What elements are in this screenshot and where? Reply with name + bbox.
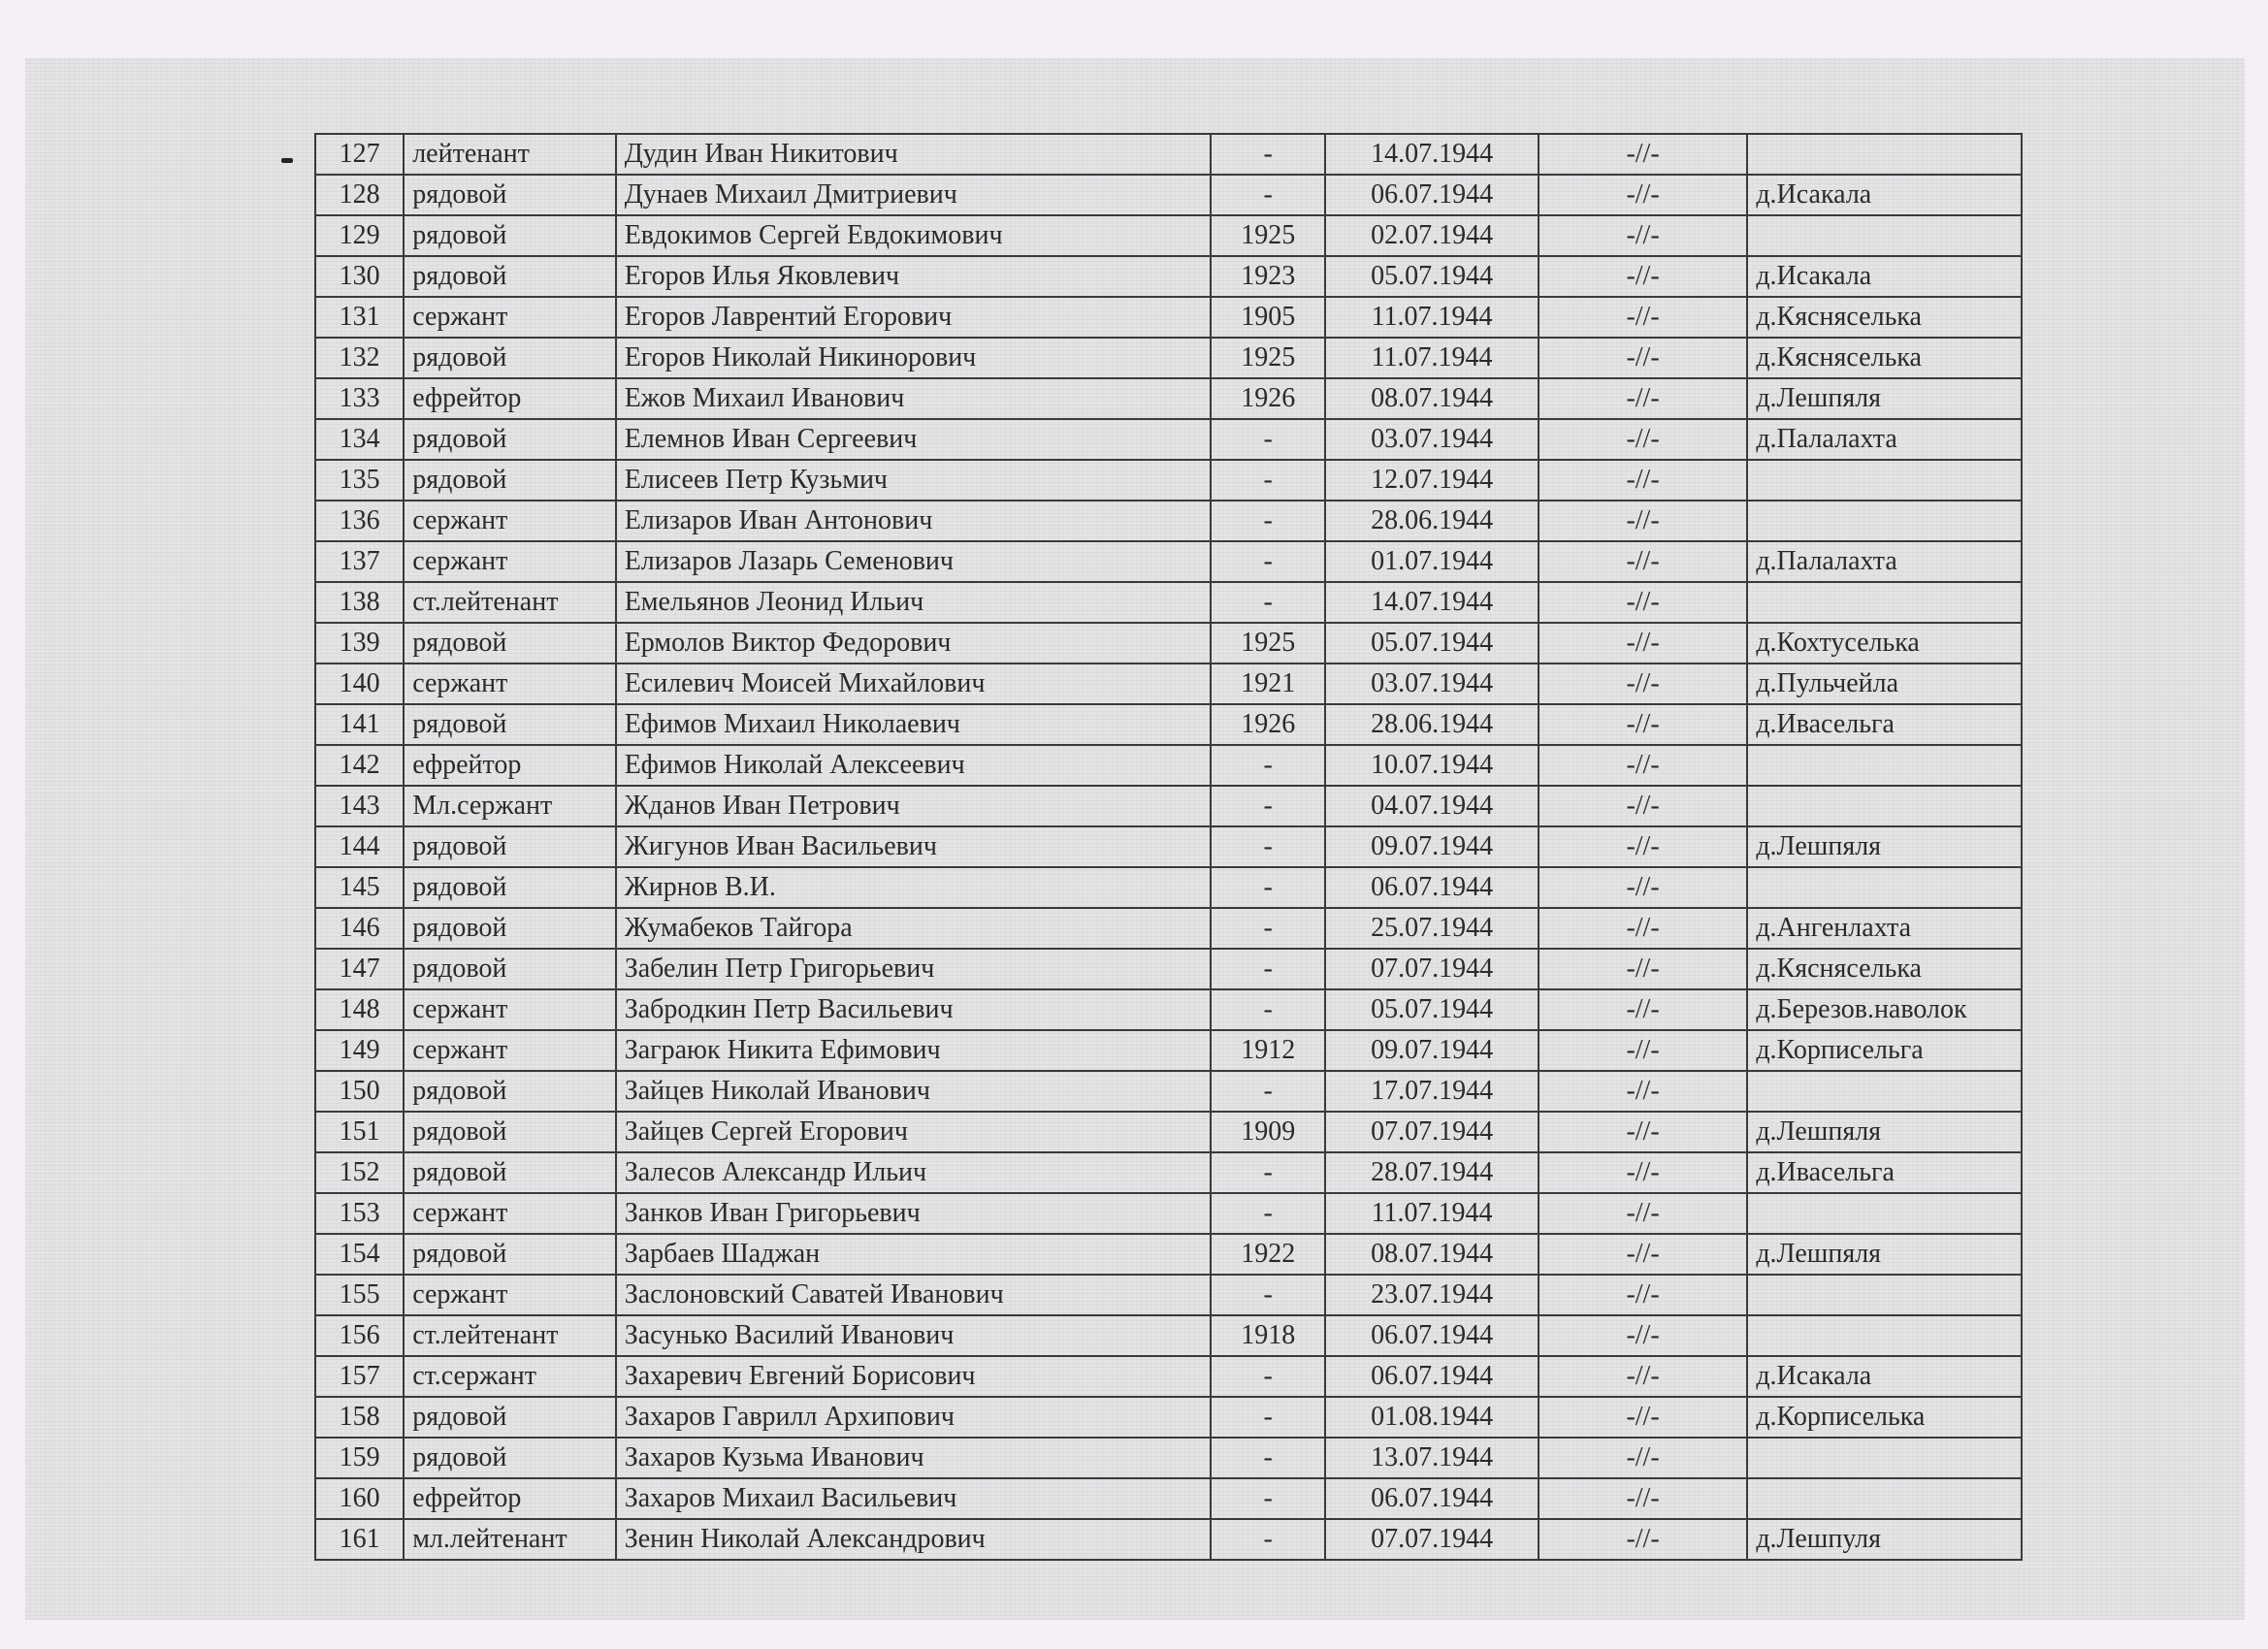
row-number-cell: 146 [315, 908, 404, 949]
full-name-cell: Елизаров Иван Антонович [616, 501, 1211, 541]
table-row [315, 1315, 2022, 1356]
table-row [315, 1438, 2022, 1478]
date-cell: 08.07.1944 [1325, 1234, 1538, 1275]
ditto-mark-cell: -//- [1539, 1519, 1747, 1560]
row-number-cell: 153 [315, 1193, 404, 1234]
ditto-mark-cell: -//- [1539, 949, 1747, 989]
row-number-cell: 159 [315, 1438, 404, 1478]
full-name-cell: Захаров Гаврилл Архипович [616, 1397, 1211, 1438]
date-cell: 10.07.1944 [1325, 745, 1538, 786]
table-row [315, 1112, 2022, 1152]
rank-cell: рядовой [404, 175, 615, 215]
ditto-mark-cell: -//- [1539, 501, 1747, 541]
row-number-cell: 134 [315, 419, 404, 460]
rank-cell: рядовой [404, 419, 615, 460]
ditto-mark-cell: -//- [1539, 215, 1747, 256]
rank-cell: ефрейтор [404, 1478, 615, 1519]
table-row [315, 338, 2022, 378]
rank-cell: ефрейтор [404, 378, 615, 419]
table-row [315, 704, 2022, 745]
birth-year-cell: 1921 [1211, 663, 1325, 704]
full-name-cell: Дунаев Михаил Дмитриевич [616, 175, 1211, 215]
row-number-cell: 140 [315, 663, 404, 704]
burial-place-cell: д.Корписелька [1747, 1397, 2022, 1438]
burial-place-cell: д.Лешпяля [1747, 1234, 2022, 1275]
table-row [315, 460, 2022, 501]
burial-place-cell: д.Кясняселька [1747, 338, 2022, 378]
birth-year-cell: - [1211, 1438, 1325, 1478]
date-cell: 25.07.1944 [1325, 908, 1538, 949]
row-number-cell: 151 [315, 1112, 404, 1152]
row-number-cell: 137 [315, 541, 404, 582]
rank-cell: мл.лейтенант [404, 1519, 615, 1560]
rank-cell: рядовой [404, 1397, 615, 1438]
ditto-mark-cell: -//- [1539, 1112, 1747, 1152]
full-name-cell: Елемнов Иван Сергеевич [616, 419, 1211, 460]
burial-place-cell [1747, 1438, 2022, 1478]
table-row [315, 908, 2022, 949]
full-name-cell: Ефимов Михаил Николаевич [616, 704, 1211, 745]
row-number-cell: 148 [315, 989, 404, 1030]
rank-cell: ст.лейтенант [404, 1315, 615, 1356]
row-number-cell: 161 [315, 1519, 404, 1560]
full-name-cell: Дудин Иван Никитович [616, 134, 1211, 175]
row-number-cell: 149 [315, 1030, 404, 1071]
date-cell: 07.07.1944 [1325, 949, 1538, 989]
date-cell: 14.07.1944 [1325, 134, 1538, 175]
row-number-cell: 130 [315, 256, 404, 297]
birth-year-cell: - [1211, 501, 1325, 541]
rank-cell: сержант [404, 297, 615, 338]
full-name-cell: Егоров Лаврентий Егорович [616, 297, 1211, 338]
burial-place-cell: д.Лешпяля [1747, 378, 2022, 419]
date-cell: 23.07.1944 [1325, 1275, 1538, 1315]
ditto-mark-cell: -//- [1539, 745, 1747, 786]
row-number-cell: 132 [315, 338, 404, 378]
date-cell: 12.07.1944 [1325, 460, 1538, 501]
date-cell: 06.07.1944 [1325, 175, 1538, 215]
rank-cell: рядовой [404, 1071, 615, 1112]
burial-place-cell [1747, 1275, 2022, 1315]
table-row [315, 663, 2022, 704]
ditto-mark-cell: -//- [1539, 1315, 1747, 1356]
row-number-cell: 154 [315, 1234, 404, 1275]
birth-year-cell: 1925 [1211, 215, 1325, 256]
table-row [315, 256, 2022, 297]
full-name-cell: Жумабеков Тайгора [616, 908, 1211, 949]
birth-year-cell: - [1211, 786, 1325, 826]
table-row [315, 1275, 2022, 1315]
table-row [315, 215, 2022, 256]
burial-place-cell: д.Ивасельга [1747, 1152, 2022, 1193]
rank-cell: рядовой [404, 338, 615, 378]
full-name-cell: Забродкин Петр Васильевич [616, 989, 1211, 1030]
burial-place-cell: д.Пульчейла [1747, 663, 2022, 704]
table-row [315, 378, 2022, 419]
full-name-cell: Ермолов Виктор Федорович [616, 623, 1211, 663]
birth-year-cell: 1926 [1211, 704, 1325, 745]
rank-cell: рядовой [404, 460, 615, 501]
date-cell: 04.07.1944 [1325, 786, 1538, 826]
date-cell: 03.07.1944 [1325, 419, 1538, 460]
full-name-cell: Занков Иван Григорьевич [616, 1193, 1211, 1234]
birth-year-cell: 1925 [1211, 623, 1325, 663]
rank-cell: рядовой [404, 256, 615, 297]
rank-cell: рядовой [404, 1112, 615, 1152]
row-number-cell: 127 [315, 134, 404, 175]
date-cell: 08.07.1944 [1325, 378, 1538, 419]
row-number-cell: 145 [315, 867, 404, 908]
rank-cell: рядовой [404, 704, 615, 745]
row-number-cell: 136 [315, 501, 404, 541]
birth-year-cell: - [1211, 1152, 1325, 1193]
date-cell: 28.06.1944 [1325, 704, 1538, 745]
date-cell: 07.07.1944 [1325, 1519, 1538, 1560]
full-name-cell: Засунько Василий Иванович [616, 1315, 1211, 1356]
full-name-cell: Егоров Илья Яковлевич [616, 256, 1211, 297]
birth-year-cell: - [1211, 1275, 1325, 1315]
burial-place-cell: д.Березов.наволок [1747, 989, 2022, 1030]
date-cell: 14.07.1944 [1325, 582, 1538, 623]
ditto-mark-cell: -//- [1539, 1071, 1747, 1112]
birth-year-cell: - [1211, 745, 1325, 786]
row-number-cell: 139 [315, 623, 404, 663]
ditto-mark-cell: -//- [1539, 1152, 1747, 1193]
full-name-cell: Ефимов Николай Алексеевич [616, 745, 1211, 786]
burial-place-cell: д.Кясняселька [1747, 297, 2022, 338]
rank-cell: ефрейтор [404, 745, 615, 786]
burial-place-cell [1747, 501, 2022, 541]
birth-year-cell: - [1211, 1193, 1325, 1234]
scan-artifact-mark [281, 158, 293, 163]
burial-place-cell [1747, 1315, 2022, 1356]
table-row [315, 623, 2022, 663]
row-number-cell: 158 [315, 1397, 404, 1438]
ditto-mark-cell: -//- [1539, 378, 1747, 419]
full-name-cell: Заслоновский Саватей Иванович [616, 1275, 1211, 1315]
birth-year-cell: - [1211, 134, 1325, 175]
ditto-mark-cell: -//- [1539, 1030, 1747, 1071]
ditto-mark-cell: -//- [1539, 1275, 1747, 1315]
burial-place-cell: д.Палалахта [1747, 419, 2022, 460]
full-name-cell: Захаревич Евгений Борисович [616, 1356, 1211, 1397]
rank-cell: сержант [404, 1275, 615, 1315]
birth-year-cell: 1905 [1211, 297, 1325, 338]
ditto-mark-cell: -//- [1539, 256, 1747, 297]
date-cell: 05.07.1944 [1325, 623, 1538, 663]
burial-place-cell: д.Корписельга [1747, 1030, 2022, 1071]
full-name-cell: Зайцев Николай Иванович [616, 1071, 1211, 1112]
table-row [315, 867, 2022, 908]
row-number-cell: 152 [315, 1152, 404, 1193]
date-cell: 03.07.1944 [1325, 663, 1538, 704]
row-number-cell: 135 [315, 460, 404, 501]
table-row [315, 501, 2022, 541]
burial-place-cell [1747, 460, 2022, 501]
birth-year-cell: - [1211, 949, 1325, 989]
row-number-cell: 147 [315, 949, 404, 989]
table-row [315, 745, 2022, 786]
ditto-mark-cell: -//- [1539, 419, 1747, 460]
date-cell: 09.07.1944 [1325, 1030, 1538, 1071]
table-row [315, 1030, 2022, 1071]
casualty-roster-table [314, 133, 2023, 1561]
burial-place-cell [1747, 1478, 2022, 1519]
date-cell: 09.07.1944 [1325, 826, 1538, 867]
birth-year-cell: - [1211, 460, 1325, 501]
date-cell: 07.07.1944 [1325, 1112, 1538, 1152]
row-number-cell: 157 [315, 1356, 404, 1397]
ditto-mark-cell: -//- [1539, 175, 1747, 215]
rank-cell: рядовой [404, 623, 615, 663]
date-cell: 11.07.1944 [1325, 1193, 1538, 1234]
table-row [315, 786, 2022, 826]
date-cell: 02.07.1944 [1325, 215, 1538, 256]
ditto-mark-cell: -//- [1539, 663, 1747, 704]
full-name-cell: Ежов Михаил Иванович [616, 378, 1211, 419]
rank-cell: сержант [404, 541, 615, 582]
birth-year-cell: - [1211, 1071, 1325, 1112]
table-row [315, 582, 2022, 623]
date-cell: 05.07.1944 [1325, 256, 1538, 297]
burial-place-cell: д.Лешпяля [1747, 1112, 2022, 1152]
ditto-mark-cell: -//- [1539, 541, 1747, 582]
full-name-cell: Залесов Александр Ильич [616, 1152, 1211, 1193]
row-number-cell: 143 [315, 786, 404, 826]
rank-cell: ст.сержант [404, 1356, 615, 1397]
birth-year-cell: - [1211, 1397, 1325, 1438]
full-name-cell: Заграюк Никита Ефимович [616, 1030, 1211, 1071]
ditto-mark-cell: -//- [1539, 908, 1747, 949]
ditto-mark-cell: -//- [1539, 134, 1747, 175]
row-number-cell: 141 [315, 704, 404, 745]
table-row [315, 1519, 2022, 1560]
date-cell: 17.07.1944 [1325, 1071, 1538, 1112]
date-cell: 05.07.1944 [1325, 989, 1538, 1030]
full-name-cell: Егоров Николай Никинорович [616, 338, 1211, 378]
burial-place-cell [1747, 1071, 2022, 1112]
rank-cell: рядовой [404, 908, 615, 949]
full-name-cell: Евдокимов Сергей Евдокимович [616, 215, 1211, 256]
rank-cell: ст.лейтенант [404, 582, 615, 623]
full-name-cell: Жданов Иван Петрович [616, 786, 1211, 826]
full-name-cell: Есилевич Моисей Михайлович [616, 663, 1211, 704]
date-cell: 28.07.1944 [1325, 1152, 1538, 1193]
birth-year-cell: - [1211, 908, 1325, 949]
ditto-mark-cell: -//- [1539, 867, 1747, 908]
table-row [315, 419, 2022, 460]
rank-cell: сержант [404, 989, 615, 1030]
table-row [315, 1071, 2022, 1112]
burial-place-cell: д.Лешпуля [1747, 1519, 2022, 1560]
row-number-cell: 131 [315, 297, 404, 338]
burial-place-cell: д.Исакала [1747, 1356, 2022, 1397]
table-row [315, 1397, 2022, 1438]
row-number-cell: 160 [315, 1478, 404, 1519]
ditto-mark-cell: -//- [1539, 989, 1747, 1030]
rank-cell: рядовой [404, 1438, 615, 1478]
burial-place-cell [1747, 745, 2022, 786]
burial-place-cell [1747, 786, 2022, 826]
table-row [315, 989, 2022, 1030]
table-row [315, 949, 2022, 989]
birth-year-cell: 1923 [1211, 256, 1325, 297]
full-name-cell: Захаров Кузьма Иванович [616, 1438, 1211, 1478]
birth-year-cell: - [1211, 419, 1325, 460]
rank-cell: Мл.сержант [404, 786, 615, 826]
full-name-cell: Елизаров Лазарь Семенович [616, 541, 1211, 582]
burial-place-cell [1747, 215, 2022, 256]
rank-cell: сержант [404, 1030, 615, 1071]
burial-place-cell: д.Кохтуселька [1747, 623, 2022, 663]
table-row [315, 134, 2022, 175]
table-row [315, 826, 2022, 867]
burial-place-cell: д.Исакала [1747, 256, 2022, 297]
full-name-cell: Емельянов Леонид Ильич [616, 582, 1211, 623]
date-cell: 06.07.1944 [1325, 1478, 1538, 1519]
date-cell: 01.08.1944 [1325, 1397, 1538, 1438]
full-name-cell: Зарбаев Шаджан [616, 1234, 1211, 1275]
rank-cell: сержант [404, 501, 615, 541]
rank-cell: сержант [404, 1193, 615, 1234]
ditto-mark-cell: -//- [1539, 704, 1747, 745]
table-row [315, 1193, 2022, 1234]
burial-place-cell: д.Ангенлахта [1747, 908, 2022, 949]
burial-place-cell: д.Кясняселька [1747, 949, 2022, 989]
full-name-cell: Жигунов Иван Васильевич [616, 826, 1211, 867]
burial-place-cell [1747, 867, 2022, 908]
rank-cell: рядовой [404, 1234, 615, 1275]
ditto-mark-cell: -//- [1539, 623, 1747, 663]
burial-place-cell [1747, 582, 2022, 623]
rank-cell: рядовой [404, 867, 615, 908]
birth-year-cell: 1926 [1211, 378, 1325, 419]
table-row [315, 175, 2022, 215]
ditto-mark-cell: -//- [1539, 1397, 1747, 1438]
date-cell: 28.06.1944 [1325, 501, 1538, 541]
table-row [315, 541, 2022, 582]
roster-table-body [315, 134, 2022, 1560]
date-cell: 06.07.1944 [1325, 867, 1538, 908]
ditto-mark-cell: -//- [1539, 1193, 1747, 1234]
table-row [315, 1234, 2022, 1275]
row-number-cell: 128 [315, 175, 404, 215]
burial-place-cell: д.Лешпяля [1747, 826, 2022, 867]
rank-cell: рядовой [404, 826, 615, 867]
birth-year-cell: 1918 [1211, 1315, 1325, 1356]
table-row [315, 1152, 2022, 1193]
full-name-cell: Забелин Петр Григорьевич [616, 949, 1211, 989]
birth-year-cell: - [1211, 989, 1325, 1030]
row-number-cell: 138 [315, 582, 404, 623]
birth-year-cell: - [1211, 1478, 1325, 1519]
row-number-cell: 156 [315, 1315, 404, 1356]
birth-year-cell: - [1211, 1519, 1325, 1560]
rank-cell: рядовой [404, 215, 615, 256]
birth-year-cell: 1912 [1211, 1030, 1325, 1071]
row-number-cell: 144 [315, 826, 404, 867]
date-cell: 01.07.1944 [1325, 541, 1538, 582]
burial-place-cell: д.Исакала [1747, 175, 2022, 215]
date-cell: 06.07.1944 [1325, 1315, 1538, 1356]
ditto-mark-cell: -//- [1539, 1478, 1747, 1519]
date-cell: 11.07.1944 [1325, 297, 1538, 338]
birth-year-cell: - [1211, 541, 1325, 582]
birth-year-cell: 1925 [1211, 338, 1325, 378]
birth-year-cell: - [1211, 867, 1325, 908]
burial-place-cell [1747, 1193, 2022, 1234]
full-name-cell: Жирнов В.И. [616, 867, 1211, 908]
birth-year-cell: - [1211, 826, 1325, 867]
ditto-mark-cell: -//- [1539, 1234, 1747, 1275]
table-row [315, 297, 2022, 338]
ditto-mark-cell: -//- [1539, 460, 1747, 501]
ditto-mark-cell: -//- [1539, 1356, 1747, 1397]
rank-cell: рядовой [404, 949, 615, 989]
birth-year-cell: 1922 [1211, 1234, 1325, 1275]
ditto-mark-cell: -//- [1539, 338, 1747, 378]
date-cell: 11.07.1944 [1325, 338, 1538, 378]
birth-year-cell: - [1211, 582, 1325, 623]
row-number-cell: 129 [315, 215, 404, 256]
row-number-cell: 155 [315, 1275, 404, 1315]
full-name-cell: Захаров Михаил Васильевич [616, 1478, 1211, 1519]
row-number-cell: 150 [315, 1071, 404, 1112]
birth-year-cell: - [1211, 175, 1325, 215]
ditto-mark-cell: -//- [1539, 826, 1747, 867]
ditto-mark-cell: -//- [1539, 1438, 1747, 1478]
table-row [315, 1356, 2022, 1397]
row-number-cell: 142 [315, 745, 404, 786]
rank-cell: лейтенант [404, 134, 615, 175]
burial-place-cell: д.Ивасельга [1747, 704, 2022, 745]
row-number-cell: 133 [315, 378, 404, 419]
ditto-mark-cell: -//- [1539, 582, 1747, 623]
ditto-mark-cell: -//- [1539, 297, 1747, 338]
rank-cell: рядовой [404, 1152, 615, 1193]
full-name-cell: Елисеев Петр Кузьмич [616, 460, 1211, 501]
table-row [315, 1478, 2022, 1519]
burial-place-cell [1747, 134, 2022, 175]
rank-cell: сержант [404, 663, 615, 704]
date-cell: 13.07.1944 [1325, 1438, 1538, 1478]
full-name-cell: Зенин Николай Александрович [616, 1519, 1211, 1560]
birth-year-cell: - [1211, 1356, 1325, 1397]
date-cell: 06.07.1944 [1325, 1356, 1538, 1397]
birth-year-cell: 1909 [1211, 1112, 1325, 1152]
full-name-cell: Зайцев Сергей Егорович [616, 1112, 1211, 1152]
burial-place-cell: д.Палалахта [1747, 541, 2022, 582]
ditto-mark-cell: -//- [1539, 786, 1747, 826]
